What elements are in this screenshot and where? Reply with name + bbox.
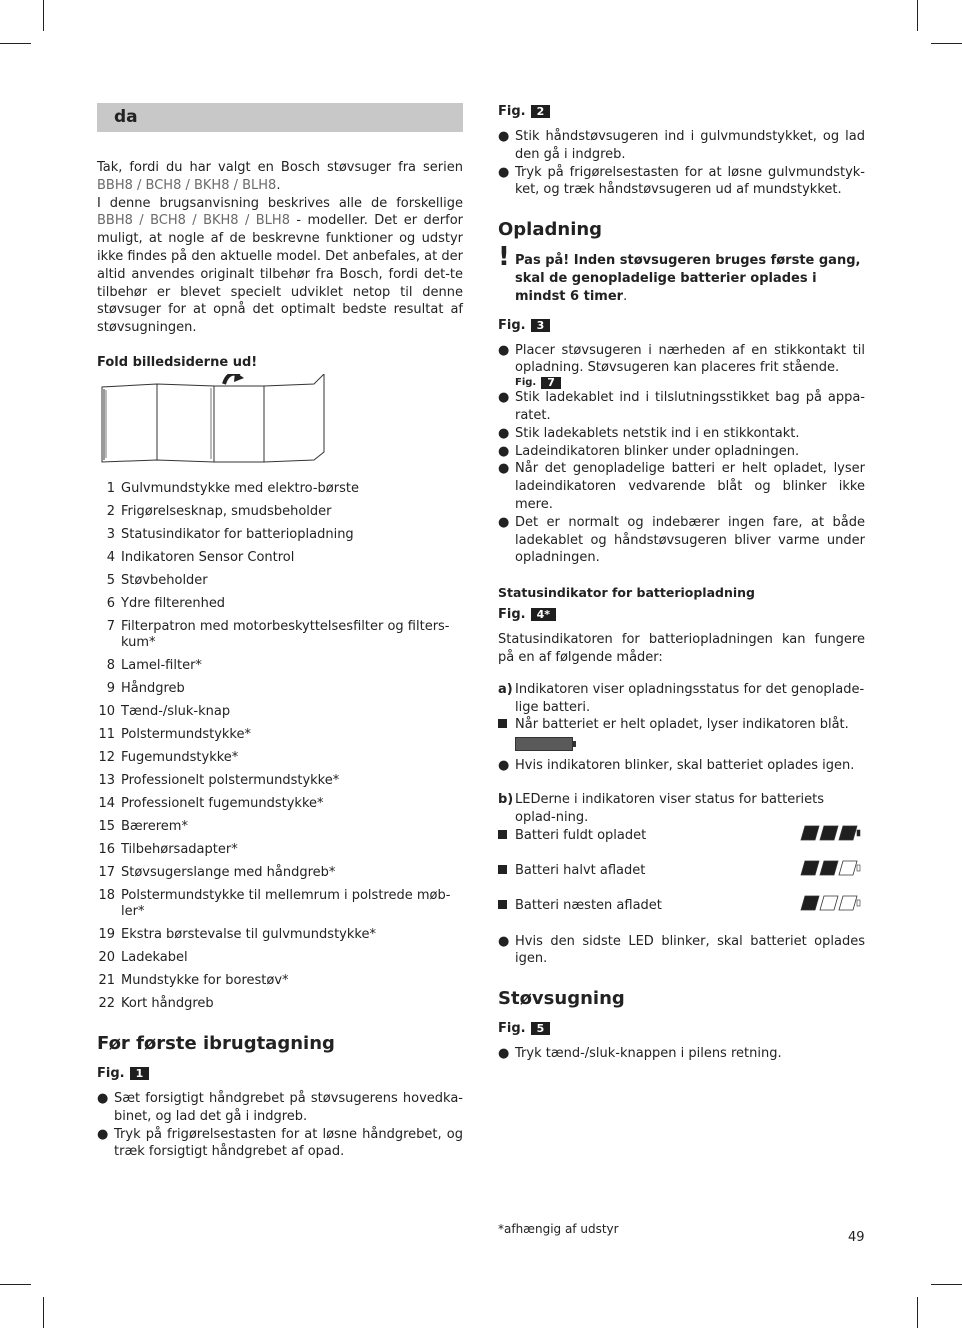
battery-level-row: Batteri halvt afladet bbox=[498, 862, 865, 880]
list-item: 12 Fugemundstykke* bbox=[98, 749, 239, 765]
list-item: ● Stik ladekablets netstik ind i en stikkontakt. bbox=[498, 425, 800, 441]
list-item: ● Tryk på frigørelsestasten for at løsne gulvmundstyk-ket, og træk håndstøvsugeren ud af mundstykket. bbox=[498, 164, 865, 198]
figure-reference: Fig. 5 bbox=[498, 1021, 865, 1036]
battery-segment-filled bbox=[820, 826, 838, 840]
list-item: 6 Ydre filterenhed bbox=[106, 595, 226, 611]
exclamation-icon: ! bbox=[498, 242, 510, 273]
page-number: 49 bbox=[848, 1230, 865, 1245]
list-item: 20 Ladekabel bbox=[98, 949, 188, 965]
list-item: 8 Lamel-filter* bbox=[106, 657, 202, 673]
list-item: 16 Tilbehørsadapter* bbox=[98, 841, 238, 857]
list-item: ● Når det genopladelige batteri er helt opladet, lyser ladeindikatoren vedvarende blåt og blinker ikke mere. bbox=[498, 461, 865, 512]
list-item: 3 Statusindikator for batteriopladning bbox=[106, 526, 354, 542]
list-item: 18 Polstermundstykke til mellemrum i polstrede møb-ler* bbox=[98, 887, 451, 919]
list-item: ● Placer støvsugeren i nærheden af en stikkontakt til opladning. Støvsugeren kan placeres frit stående. Fig. 7 bbox=[498, 342, 865, 390]
battery-segment-filled bbox=[801, 826, 819, 840]
battery-segment-empty bbox=[839, 896, 857, 910]
list-item: ● Tryk på frigørelsestasten for at løsne håndgrebet, og træk forsigtigt håndgrebet af opad. bbox=[97, 1126, 463, 1160]
right-column bbox=[498, 103, 865, 1063]
square-bullet bbox=[498, 900, 507, 909]
list-item: 7 Filterpatron med motorbeskyttelsesfilter og filters-kum* bbox=[106, 618, 450, 650]
list-item: ● Hvis den sidste LED blinker, skal batteriet oplades igen. bbox=[498, 933, 865, 967]
mode-a: a) Indikatoren viser opladningsstatus for det genoplade-lige batteri. bbox=[498, 681, 865, 715]
vacuuming-steps bbox=[498, 1045, 865, 1063]
language-header: da bbox=[97, 103, 463, 132]
intro-paragraph-2: I denne brugsanvisning beskrives alle de forskellige BBH8 / BCH8 / BKH8 / BLH8 - modeller. Det er derfor muligt, at nogle af de beskrevne funktioner og udstyr ikke findes på den aktuelle model. Det anbefales, at der altid anvendes originalt tilbehør fra Bosch, fordi det-te tilbehør er blevet specielt udviklet netop til denne støvsuger for at opnå det optimalt bedste resultat af støvsugningen. bbox=[97, 195, 464, 336]
warning-note: ! Pas på! Inden støvsugeren bruges første gang, skal de genopladelige batterier oplades i mindst 6 timer. bbox=[498, 242, 861, 304]
list-item: 10 Tænd-/sluk-knap bbox=[98, 703, 231, 719]
list-item: ● Tryk tænd-/sluk-knappen i pilens retning. bbox=[498, 1046, 782, 1062]
crop-mark bbox=[931, 1284, 962, 1285]
battery-bar-icon bbox=[515, 737, 573, 751]
list-item: 21 Mundstykke for borestøv* bbox=[98, 972, 289, 988]
list-item: 5 Støvbeholder bbox=[106, 572, 208, 588]
list-item: 17 Støvsugerslange med håndgreb* bbox=[98, 864, 336, 880]
crop-mark bbox=[931, 43, 962, 44]
mode-b: b) LEDerne i indikatoren viser status for batteriets oplad-ning. bbox=[498, 791, 825, 825]
crop-mark bbox=[0, 43, 31, 44]
list-item: 4 Indikatoren Sensor Control bbox=[106, 549, 295, 565]
battery-level-row: Batteri næsten afladet bbox=[498, 897, 865, 915]
list-item: 13 Professionelt polstermundstykke* bbox=[98, 772, 340, 788]
mode-a-full: Når batteriet er helt opladet, lyser indikatoren blåt. bbox=[498, 716, 865, 751]
first-use-heading: Før første ibrugtagning bbox=[97, 1032, 335, 1054]
list-item: ● Stik ladekablet ind i tilslutningsstikket bag på appa-ratet. bbox=[498, 390, 865, 423]
battery-full-icon bbox=[799, 825, 861, 841]
battery-segment-filled bbox=[801, 861, 819, 875]
battery-level-row: Batteri fuldt opladet bbox=[498, 827, 865, 845]
fig2-steps bbox=[498, 128, 865, 199]
list-item: ● Sæt forsigtigt håndgrebet på støvsugerens hovedka-binet, og lad det gå i indgreb. bbox=[97, 1090, 463, 1124]
figure-reference: Fig. 2 bbox=[498, 104, 865, 119]
battery-segment-filled bbox=[801, 896, 819, 910]
list-item: 9 Håndgreb bbox=[106, 680, 185, 696]
fold-title: Fold billedsiderne ud! bbox=[97, 354, 258, 370]
footnote: *afhængig af udstyr bbox=[498, 1222, 619, 1236]
figure-reference: Fig. 4* bbox=[498, 607, 865, 622]
list-item: 22 Kort håndgreb bbox=[98, 995, 214, 1011]
battery-tip bbox=[857, 830, 860, 836]
list-item: 15 Bærerem* bbox=[98, 818, 188, 834]
crop-mark bbox=[43, 1297, 44, 1328]
list-item: 11 Polstermundstykke* bbox=[98, 726, 251, 742]
fold-out-illustration bbox=[99, 374, 339, 466]
status-intro: Statusindikatoren for batteriopladningen kan fungere på en af følgende måder: bbox=[498, 632, 865, 665]
left-column bbox=[97, 103, 463, 1161]
list-item: ● Stik håndstøvsugeren ind i gulvmundstykket, og lad den gå i indgreb. bbox=[498, 129, 865, 162]
charging-steps bbox=[498, 342, 865, 568]
vacuuming-heading: Støvsugning bbox=[498, 988, 625, 1010]
parts-list bbox=[97, 481, 463, 1012]
first-use-steps bbox=[97, 1090, 463, 1161]
list-item: 1 Gulvmundstykke med elektro-børste bbox=[106, 480, 359, 496]
list-item: 2 Frigørelsesknap, smudsbeholder bbox=[106, 503, 332, 519]
battery-tip bbox=[857, 865, 860, 871]
charging-heading: Opladning bbox=[498, 219, 603, 241]
battery-segment-filled bbox=[839, 826, 857, 840]
intro-paragraph-1: Tak, fordi du har valgt en Bosch støvsuger fra serien BBH8 / BCH8 / BKH8 / BLH8. bbox=[97, 160, 463, 193]
battery-tip bbox=[857, 900, 860, 906]
list-item: ● Hvis indikatoren blinker, skal batteriet oplades igen. bbox=[498, 758, 855, 774]
figure-reference: Fig. 3 bbox=[498, 318, 865, 333]
list-item: ● Ladeindikatoren blinker under opladningen. bbox=[498, 443, 800, 459]
list-item: ● Det er normalt og indebærer ingen fare, at både ladekablet og håndstøvsugeren bliver varme under opladningen. bbox=[498, 514, 865, 566]
square-bullet bbox=[498, 830, 507, 839]
figure-reference: Fig. 1 bbox=[97, 1066, 463, 1081]
crop-mark bbox=[917, 1297, 918, 1328]
crop-mark bbox=[0, 1284, 31, 1285]
list-item: 19 Ekstra børstevalse til gulvmundstykke* bbox=[98, 926, 376, 942]
crop-mark bbox=[43, 0, 44, 31]
figure-reference: Fig. 7 bbox=[515, 377, 865, 389]
battery-segment-empty bbox=[839, 861, 857, 875]
battery-low-icon bbox=[799, 895, 861, 911]
square-bullet bbox=[498, 865, 507, 874]
status-subheading: Statusindikator for batteriopladning bbox=[498, 585, 756, 601]
square-bullet bbox=[498, 719, 507, 728]
battery-segment-filled bbox=[820, 861, 838, 875]
list-item: 14 Professionelt fugemundstykke* bbox=[98, 795, 324, 811]
battery-half-icon bbox=[799, 860, 861, 876]
crop-mark bbox=[917, 0, 918, 31]
battery-segment-empty bbox=[820, 896, 838, 910]
